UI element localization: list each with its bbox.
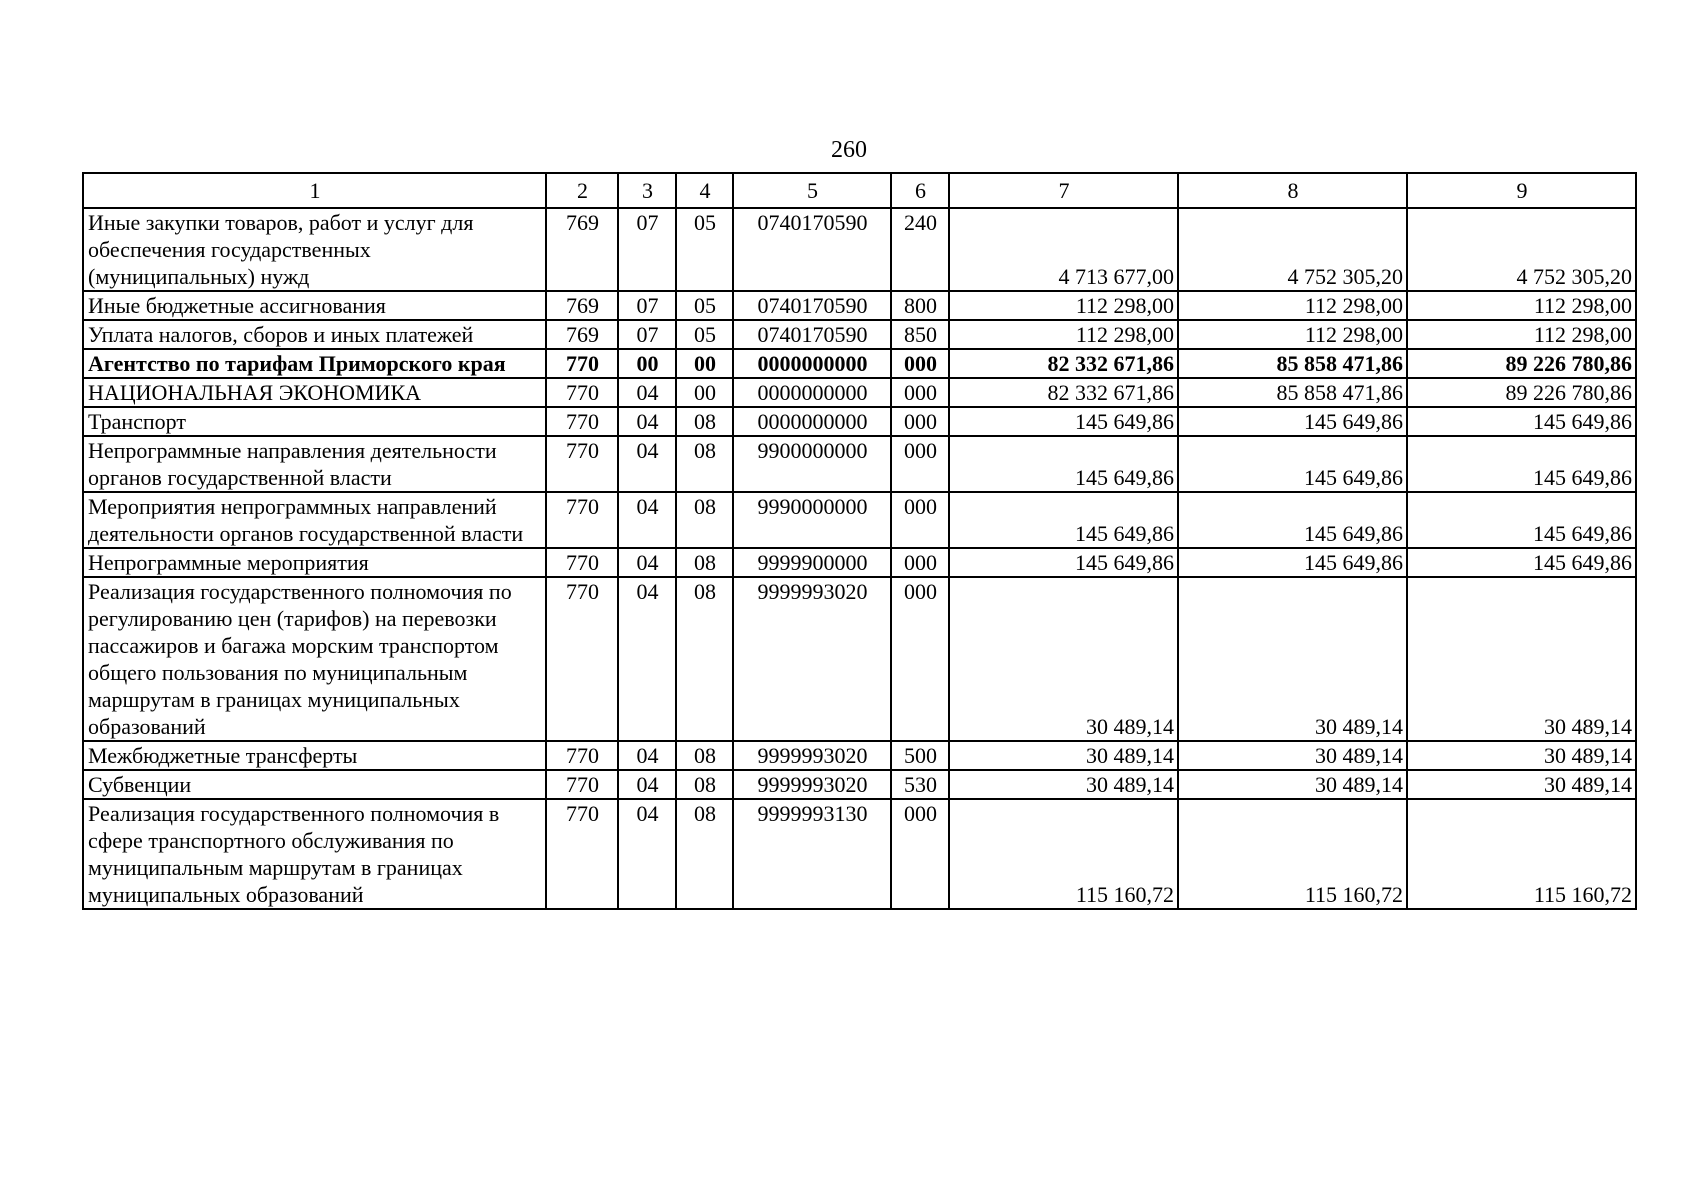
row-pr-cell: 08 (676, 436, 733, 492)
row-gr-cell: 770 (546, 770, 618, 799)
row-rz-cell: 04 (618, 741, 676, 770)
row-sum-year2-cell: 30 489,14 (1178, 770, 1407, 799)
row-gr-cell: 770 (546, 407, 618, 436)
row-rz-cell: 07 (618, 291, 676, 320)
row-vr-cell: 000 (891, 436, 949, 492)
row-sum-year2-cell: 145 649,86 (1178, 492, 1407, 548)
row-sum-year2-cell: 145 649,86 (1178, 436, 1407, 492)
row-pr-cell: 08 (676, 407, 733, 436)
row-pr-cell: 05 (676, 291, 733, 320)
row-name-cell: Агентство по тарифам Приморского края (83, 349, 546, 378)
row-sum-year1-cell: 145 649,86 (949, 492, 1178, 548)
row-csr-cell: 0740170590 (733, 291, 891, 320)
table-row (83, 320, 1636, 349)
row-sum-year3-cell: 30 489,14 (1407, 741, 1636, 770)
row-sum-year3-cell: 4 752 305,20 (1407, 208, 1636, 291)
row-csr-cell: 9999993130 (733, 799, 891, 909)
table-row (83, 407, 1636, 436)
row-gr-cell: 770 (546, 577, 618, 741)
row-sum-year1-cell: 82 332 671,86 (949, 378, 1178, 407)
row-name-cell: Непрограммные мероприятия (83, 548, 546, 577)
row-sum-year2-cell: 30 489,14 (1178, 741, 1407, 770)
row-sum-year1-cell: 30 489,14 (949, 577, 1178, 741)
row-gr-cell: 770 (546, 548, 618, 577)
budget-table (82, 172, 1637, 910)
row-sum-year1-cell: 30 489,14 (949, 741, 1178, 770)
row-vr-cell: 000 (891, 407, 949, 436)
row-csr-cell: 0000000000 (733, 407, 891, 436)
table-row (83, 577, 1636, 741)
row-sum-year1-cell: 4 713 677,00 (949, 208, 1178, 291)
row-gr-cell: 770 (546, 349, 618, 378)
row-sum-year3-cell: 145 649,86 (1407, 492, 1636, 548)
row-csr-cell: 9999900000 (733, 548, 891, 577)
row-gr-cell: 770 (546, 799, 618, 909)
row-rz-cell: 07 (618, 208, 676, 291)
row-sum-year3-cell: 145 649,86 (1407, 407, 1636, 436)
row-csr-cell: 9999993020 (733, 770, 891, 799)
column-header: 4 (676, 173, 733, 208)
row-sum-year1-cell: 112 298,00 (949, 320, 1178, 349)
column-number-row (83, 173, 1636, 208)
row-sum-year1-cell: 145 649,86 (949, 548, 1178, 577)
column-header: 7 (949, 173, 1178, 208)
row-sum-year3-cell: 89 226 780,86 (1407, 378, 1636, 407)
row-name-cell: Мероприятия непрограммных направлений деятельности органов государственной власти (83, 492, 546, 548)
row-name-cell: Уплата налогов, сборов и иных платежей (83, 320, 546, 349)
row-gr-cell: 769 (546, 291, 618, 320)
row-gr-cell: 770 (546, 741, 618, 770)
table-row (83, 349, 1636, 378)
row-sum-year1-cell: 112 298,00 (949, 291, 1178, 320)
row-vr-cell: 000 (891, 492, 949, 548)
row-rz-cell: 04 (618, 577, 676, 741)
row-sum-year1-cell: 30 489,14 (949, 770, 1178, 799)
row-gr-cell: 770 (546, 492, 618, 548)
row-rz-cell: 00 (618, 349, 676, 378)
row-csr-cell: 0740170590 (733, 208, 891, 291)
row-pr-cell: 00 (676, 349, 733, 378)
row-sum-year2-cell: 145 649,86 (1178, 548, 1407, 577)
row-sum-year3-cell: 30 489,14 (1407, 770, 1636, 799)
row-sum-year2-cell: 112 298,00 (1178, 291, 1407, 320)
row-name-cell: Непрограммные направления деятельности органов государственной власти (83, 436, 546, 492)
row-pr-cell: 05 (676, 320, 733, 349)
column-header: 1 (83, 173, 546, 208)
column-header: 5 (733, 173, 891, 208)
row-pr-cell: 00 (676, 378, 733, 407)
table-row (83, 291, 1636, 320)
row-vr-cell: 800 (891, 291, 949, 320)
row-sum-year2-cell: 112 298,00 (1178, 320, 1407, 349)
row-vr-cell: 000 (891, 548, 949, 577)
row-rz-cell: 04 (618, 378, 676, 407)
row-sum-year3-cell: 145 649,86 (1407, 548, 1636, 577)
row-sum-year2-cell: 30 489,14 (1178, 577, 1407, 741)
table-row (83, 378, 1636, 407)
row-gr-cell: 770 (546, 436, 618, 492)
row-csr-cell: 0000000000 (733, 378, 891, 407)
row-csr-cell: 9990000000 (733, 492, 891, 548)
row-sum-year2-cell: 85 858 471,86 (1178, 349, 1407, 378)
row-sum-year2-cell: 85 858 471,86 (1178, 378, 1407, 407)
column-header: 2 (546, 173, 618, 208)
row-vr-cell: 240 (891, 208, 949, 291)
table-row (83, 436, 1636, 492)
row-pr-cell: 08 (676, 577, 733, 741)
column-header: 6 (891, 173, 949, 208)
row-rz-cell: 04 (618, 492, 676, 548)
row-rz-cell: 04 (618, 407, 676, 436)
table-row (83, 208, 1636, 291)
row-pr-cell: 08 (676, 548, 733, 577)
row-name-cell: Межбюджетные трансферты (83, 741, 546, 770)
row-sum-year3-cell: 89 226 780,86 (1407, 349, 1636, 378)
row-sum-year2-cell: 115 160,72 (1178, 799, 1407, 909)
row-vr-cell: 530 (891, 770, 949, 799)
row-csr-cell: 0740170590 (733, 320, 891, 349)
row-sum-year1-cell: 115 160,72 (949, 799, 1178, 909)
row-sum-year2-cell: 145 649,86 (1178, 407, 1407, 436)
row-vr-cell: 000 (891, 378, 949, 407)
row-name-cell: Реализация государственного полномочия по регулированию цен (тарифов) на перевозки пассажиров и багажа морским транспортом общего пользования по муниципальным маршрутам в границах муниципальных образований (83, 577, 546, 741)
table-row (83, 492, 1636, 548)
row-gr-cell: 769 (546, 320, 618, 349)
row-vr-cell: 000 (891, 577, 949, 741)
row-csr-cell: 0000000000 (733, 349, 891, 378)
row-name-cell: Иные бюджетные ассигнования (83, 291, 546, 320)
row-pr-cell: 08 (676, 741, 733, 770)
table-row (83, 770, 1636, 799)
row-rz-cell: 04 (618, 436, 676, 492)
column-header: 9 (1407, 173, 1636, 208)
row-rz-cell: 04 (618, 770, 676, 799)
row-sum-year1-cell: 82 332 671,86 (949, 349, 1178, 378)
column-header: 8 (1178, 173, 1407, 208)
row-sum-year3-cell: 112 298,00 (1407, 291, 1636, 320)
row-csr-cell: 9999993020 (733, 577, 891, 741)
row-name-cell: Транспорт (83, 407, 546, 436)
row-rz-cell: 07 (618, 320, 676, 349)
row-sum-year3-cell: 145 649,86 (1407, 436, 1636, 492)
row-gr-cell: 770 (546, 378, 618, 407)
row-name-cell: Иные закупки товаров, работ и услуг для обеспечения государственных (муниципальных) нужд (83, 208, 546, 291)
row-vr-cell: 500 (891, 741, 949, 770)
column-header: 3 (618, 173, 676, 208)
row-sum-year3-cell: 115 160,72 (1407, 799, 1636, 909)
row-pr-cell: 08 (676, 799, 733, 909)
table-row (83, 741, 1636, 770)
row-name-cell: НАЦИОНАЛЬНАЯ ЭКОНОМИКА (83, 378, 546, 407)
row-sum-year3-cell: 30 489,14 (1407, 577, 1636, 741)
row-csr-cell: 9900000000 (733, 436, 891, 492)
row-pr-cell: 05 (676, 208, 733, 291)
row-name-cell: Субвенции (83, 770, 546, 799)
row-sum-year1-cell: 145 649,86 (949, 436, 1178, 492)
row-pr-cell: 08 (676, 492, 733, 548)
row-sum-year3-cell: 112 298,00 (1407, 320, 1636, 349)
row-sum-year2-cell: 4 752 305,20 (1178, 208, 1407, 291)
row-name-cell: Реализация государственного полномочия в сфере транспортного обслуживания по муниципальным маршрутам в границах муниципальных образований (83, 799, 546, 909)
row-pr-cell: 08 (676, 770, 733, 799)
table-row (83, 548, 1636, 577)
row-gr-cell: 769 (546, 208, 618, 291)
row-vr-cell: 000 (891, 349, 949, 378)
row-sum-year1-cell: 145 649,86 (949, 407, 1178, 436)
row-rz-cell: 04 (618, 548, 676, 577)
row-csr-cell: 9999993020 (733, 741, 891, 770)
table-row (83, 799, 1636, 909)
page-number: 260 (831, 137, 867, 163)
row-vr-cell: 850 (891, 320, 949, 349)
row-vr-cell: 000 (891, 799, 949, 909)
row-rz-cell: 04 (618, 799, 676, 909)
